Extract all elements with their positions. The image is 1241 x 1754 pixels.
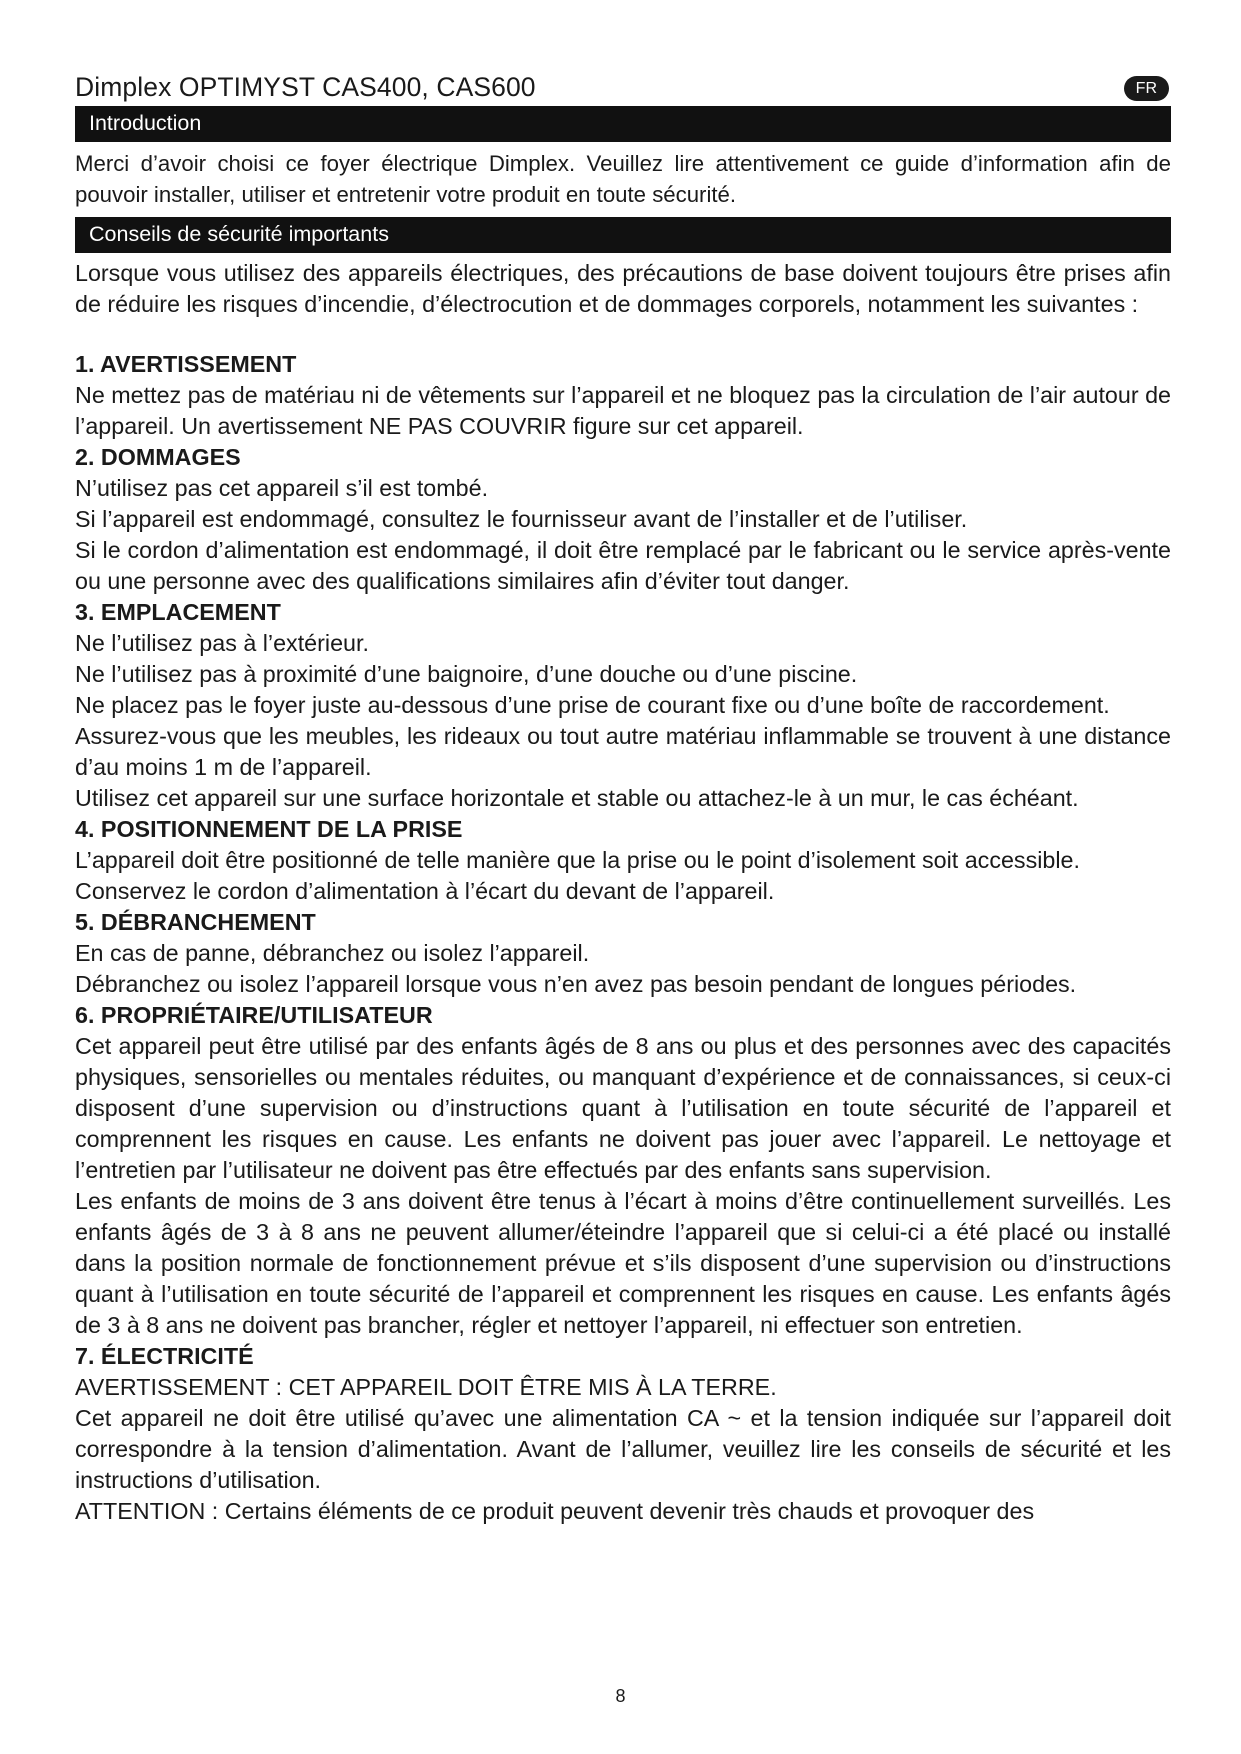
intro-heading: Introduction <box>75 106 1171 142</box>
section-paragraph: ATTENTION : Certains éléments de ce produit peuvent devenir très chauds et provoquer des <box>75 1498 1035 1524</box>
section-title: 7. ÉLECTRICITÉ <box>75 1343 254 1369</box>
section-paragraph: L’appareil doit être positionné de telle manière que la prise ou le point d’isolement soit accessible. <box>75 847 1080 873</box>
document-header <box>75 70 1171 106</box>
section-paragraph: Cet appareil peut être utilisé par des enfants âgés de 8 ans ou plus et des personnes avec des capacités physiques, sensorielles ou mentales réduites, ou manquant d’expérience et de connaissances, si ceux-ci disposent d’une supervision ou d’instructions quant à l’utilisation en toute sécurité de l’appareil et comprennent les risques en cause. Les enfants ne doivent pas jouer avec l’appareil. Le nettoyage et l’entretien par l’utilisateur ne doivent pas être effectués par des enfants sans supervision. <box>75 1033 1171 1183</box>
section-dommages <box>75 442 1171 597</box>
section-avertissement <box>75 349 1171 442</box>
section-emplacement <box>75 597 1171 814</box>
section-debranchement <box>75 907 1171 1000</box>
section-paragraph: Si le cordon d’alimentation est endommagé, il doit être remplacé par le fabricant ou le service après-vente ou une personne avec des qualifications similaires afin d’éviter tout danger. <box>75 537 1171 594</box>
section-electricite <box>75 1341 1171 1527</box>
section-paragraph: AVERTISSEMENT : CET APPAREIL DOIT ÊTRE MIS À LA TERRE. <box>75 1374 777 1400</box>
section-paragraph: Assurez-vous que les meubles, les rideaux ou tout autre matériau inflammable se trouvent à une distance d’au moins 1 m de l’appareil. <box>75 723 1171 780</box>
document-page <box>75 70 1171 1527</box>
safety-heading: Conseils de sécurité importants <box>75 217 1171 253</box>
section-proprietaire-utilisateur <box>75 1000 1171 1341</box>
section-paragraph: Ne mettez pas de matériau ni de vêtements sur l’appareil et ne bloquez pas la circulation de l’air autour de l’appareil. Un avertissement NE PAS COUVRIR figure sur cet appareil. <box>75 382 1171 439</box>
section-title: 3. EMPLACEMENT <box>75 599 281 625</box>
section-paragraph: Cet appareil ne doit être utilisé qu’avec une alimentation CA ~ et la tension indiquée sur l’appareil doit correspondre à la tension d’alimentation. Avant de l’allumer, veuillez lire les conseils de sécurité et les instructions d’utilisation. <box>75 1405 1171 1493</box>
section-paragraph: Utilisez cet appareil sur une surface horizontale et stable ou attachez-le à un mur, le cas échéant. <box>75 785 1079 811</box>
section-paragraph: Ne l’utilisez pas à l’extérieur. <box>75 630 369 656</box>
language-badge: FR <box>1124 76 1169 101</box>
section-title: 5. DÉBRANCHEMENT <box>75 909 316 935</box>
intro-text: Merci d’avoir choisi ce foyer électrique Dimplex. Veuillez lire attentivement ce guide d’information afin de pouvoir installer, utiliser et entretenir votre produit en toute sécurité. <box>75 151 1171 207</box>
section-paragraph: Ne l’utilisez pas à proximité d’une baignoire, d’une douche ou d’une piscine. <box>75 661 858 687</box>
section-title: 4. POSITIONNEMENT DE LA PRISE <box>75 816 463 842</box>
safety-lead: Lorsque vous utilisez des appareils électriques, des précautions de base doivent toujours être prises afin de réduire les risques d’incendie, d’électrocution et de dommages corporels, notamment les suivantes : <box>75 260 1171 317</box>
section-title: 6. PROPRIÉTAIRE/UTILISATEUR <box>75 1002 433 1028</box>
section-paragraph: Si l’appareil est endommagé, consultez le fournisseur avant de l’installer et de l’utiliser. <box>75 506 968 532</box>
section-paragraph: Ne placez pas le foyer juste au-dessous d’une prise de courant fixe ou d’une boîte de raccordement. <box>75 692 1110 718</box>
section-paragraph: Débranchez ou isolez l’appareil lorsque vous n’en avez pas besoin pendant de longues périodes. <box>75 971 1077 997</box>
section-paragraph: Conservez le cordon d’alimentation à l’écart du devant de l’appareil. <box>75 878 775 904</box>
section-title: 1. AVERTISSEMENT <box>75 351 297 377</box>
document-title: Dimplex OPTIMYST CAS400, CAS600 <box>75 72 536 102</box>
section-positionnement-prise <box>75 814 1171 907</box>
section-paragraph: N’utilisez pas cet appareil s’il est tombé. <box>75 475 489 501</box>
section-paragraph: En cas de panne, débranchez ou isolez l’appareil. <box>75 940 590 966</box>
section-paragraph: Les enfants de moins de 3 ans doivent être tenus à l’écart à moins d’être continuellement surveillés. Les enfants âgés de 3 à 8 ans ne peuvent allumer/éteindre l’appareil que si celui-ci a été placé ou installé dans la position normale de fonctionnement prévue et s’ils disposent d’une supervision ou d’instructions quant à l’utilisation en toute sécurité de l’appareil et comprennent les risques en cause. Les enfants âgés de 3 à 8 ans ne doivent pas brancher, régler et nettoyer l’appareil, ni effectuer son entretien. <box>75 1188 1171 1338</box>
spacer <box>75 320 1171 349</box>
section-title: 2. DOMMAGES <box>75 444 241 470</box>
page-number: 8 <box>615 1686 626 1706</box>
